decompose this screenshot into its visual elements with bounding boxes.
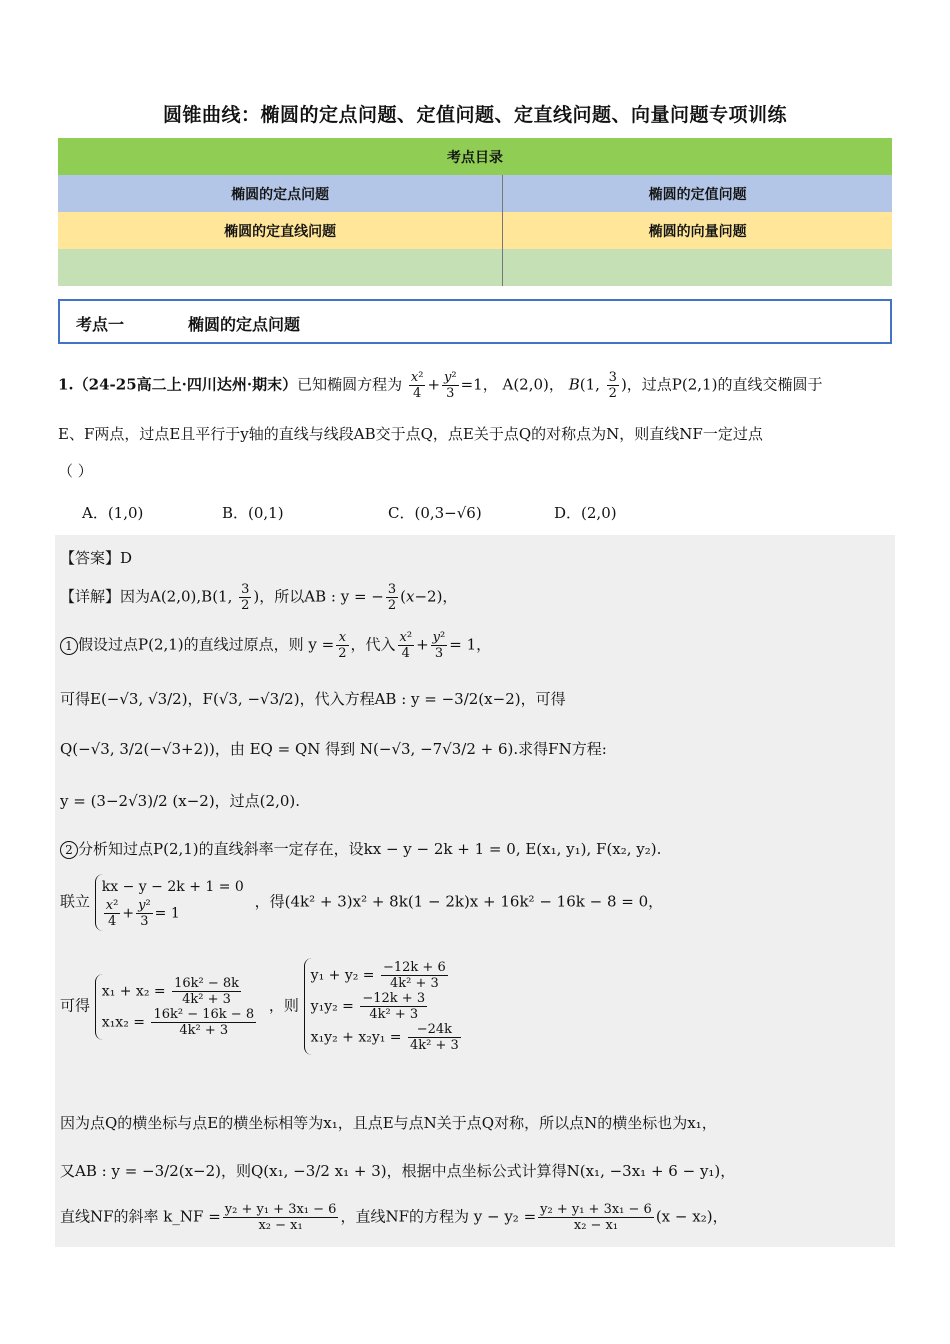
question-line-1: 1.（24-25高二上·四川达州·期末）已知椭圆方程为 $\frac{\text{x²}}{4}$ + $\frac{\text{y²}}{3}$ =1， A(2,0)， B(1, $\frac{3}{2}$ )，过点P(2,1)的直线交椭圆于 — [58, 370, 823, 401]
page-title: 圆锥曲线：椭圆的定点问题、定值问题、定直线问题、向量问题专项训练 — [162, 104, 787, 126]
question-line-3: （ ） — [58, 462, 93, 480]
section-label: 考点一 — [76, 315, 125, 334]
point-a: A(2,0)， — [502, 375, 564, 394]
toc-link-fixed-value[interactable]: 椭圆的定值问题 — [503, 175, 892, 212]
detail-line-11: 直线NF的斜率 k_NF = $\frac{\text{y₂ + y₁ + 3x₁ − 6}}{\text{x₂ − x₁}}$ ，直线NF的方程为 y − y₂ = $\frac{\text{y₂ + y₁ + 3x₁ − 6}}{\text{x₂ − x₁}}$ (x − x₂)， — [60, 1202, 728, 1233]
section-header — [58, 299, 892, 344]
equation-system: kx − y − 2k + 1 = 0 $\frac{\text{x²}}{4}$ + $\frac{\text{y²}}{3}$ = 1 — [95, 874, 250, 931]
vieta-system: x₁ + x₂ = $\frac{\text{16k² − 8k}}{\text{4k² + 3}}$ x₁x₂ = $\frac{\text{16k² − 16k − 8}}{\text{4k² + 3}}$ — [95, 974, 264, 1040]
toc-link-vector[interactable]: 椭圆的向量问题 — [503, 212, 892, 249]
detail-line-6: 2 分析知过点P(2,1)的直线斜率一定存在，设kx − y − 2k + 1 = 0, E(x₁, y₁), F(x₂, y₂). — [60, 838, 661, 859]
toc-link-fixed-line[interactable]: 椭圆的定直线问题 — [58, 212, 503, 249]
detail-line-9: 因为点Q的横坐标与点E的横坐标相等为x₁，且点E与点N关于点Q对称，所以点N的横坐标也为x₁， — [60, 1114, 717, 1132]
detail-line-10: 又AB : y = −3/2(x−2)，则Q(x₁, −3/2 x₁ + 3)，根据中点坐标公式计算得N(x₁, −3x₁ + 6 − y₁)， — [60, 1162, 736, 1180]
section-name: 椭圆的定点问题 — [188, 315, 301, 334]
detail-line-5: y = (3−2√3)/2 (x−2)，过点(2,0). — [60, 792, 301, 810]
y-system: y₁ + y₂ = $\frac{-12k + 6}{\text{4k² + 3}}$ y₁y₂ = $\frac{-12k + 3}{\text{4k² + 3}}$ x₁y₂ + x₂y₁ = $\frac{-24k}{\text{4k² + 3}}$ — [304, 958, 469, 1055]
question-number: 1. — [58, 375, 74, 394]
detail-line-7: 联立 kx − y − 2k + 1 = 0 $\frac{\text{x²}}{4}$ + $\frac{\text{y²}}{3}$ = 1 ，得(4k² + 3)x² + 8k(1 − 2k)x + 16k² − 16k − 8 = 0， — [60, 874, 663, 931]
toc-header: 考点目录 — [58, 138, 892, 175]
detail-line-3: 可得E(−√3, √3/2)，F(√3, −√3/2)，代入方程AB : y = −3/2(x−2)，可得 — [60, 690, 566, 708]
toc-table — [58, 138, 892, 286]
detail-line-8: 可得 x₁ + x₂ = $\frac{\text{16k² − 8k}}{\text{4k² + 3}}$ x₁x₂ = $\frac{\text{16k² − 16k − 8}}{\text{4k² + 3}}$ ，则 y₁ + y₂ = $\frac{-12k + 6}{\text{4k² + 3}}$ y₁y₂ = $\frac{-12k + 3}{\text{4k² + 3}}$ x₁y₂ + x₂y₁ = $\frac{-24k}{\text{4k² + 3}}$ — [60, 958, 469, 1055]
toc-empty-cell — [58, 249, 503, 286]
option-a[interactable]: A．(1,0) — [82, 504, 144, 522]
detail-line-2: 1 假设过点P(2,1)的直线过原点，则 y = $\frac{x}{2}$ ，代入 $\frac{\text{x²}}{4}$ + $\frac{\text{y²}}{3}$ = 1， — [60, 630, 491, 661]
answer-line: 【答案】D — [60, 549, 133, 567]
toc-empty-cell — [503, 249, 892, 286]
question-line-2: E、F两点，过点E且平行于y轴的直线与线段AB交于点Q，点E关于点Q的对称点为N，则直线NF一定过点 — [58, 425, 763, 443]
option-b[interactable]: B．(0,1) — [222, 504, 284, 522]
toc-link-fixed-point[interactable]: 椭圆的定点问题 — [58, 175, 503, 212]
question-source: （24-25高二上·四川达州·期末） — [73, 375, 298, 394]
detail-line-1: 【详解】因为A(2,0),B(1, $\frac{3}{2}$ )，所以AB : y = − $\frac{3}{2}$ (x−2)， — [60, 582, 458, 613]
option-d[interactable]: D．(2,0) — [554, 504, 617, 522]
detail-line-4: Q(−√3, 3/2(−√3+2))，由 EQ = QN 得到 N(−√3, −7√3/2 + 6).求得FN方程: — [60, 740, 607, 758]
option-c[interactable]: C．(0,3−√6) — [388, 504, 482, 522]
